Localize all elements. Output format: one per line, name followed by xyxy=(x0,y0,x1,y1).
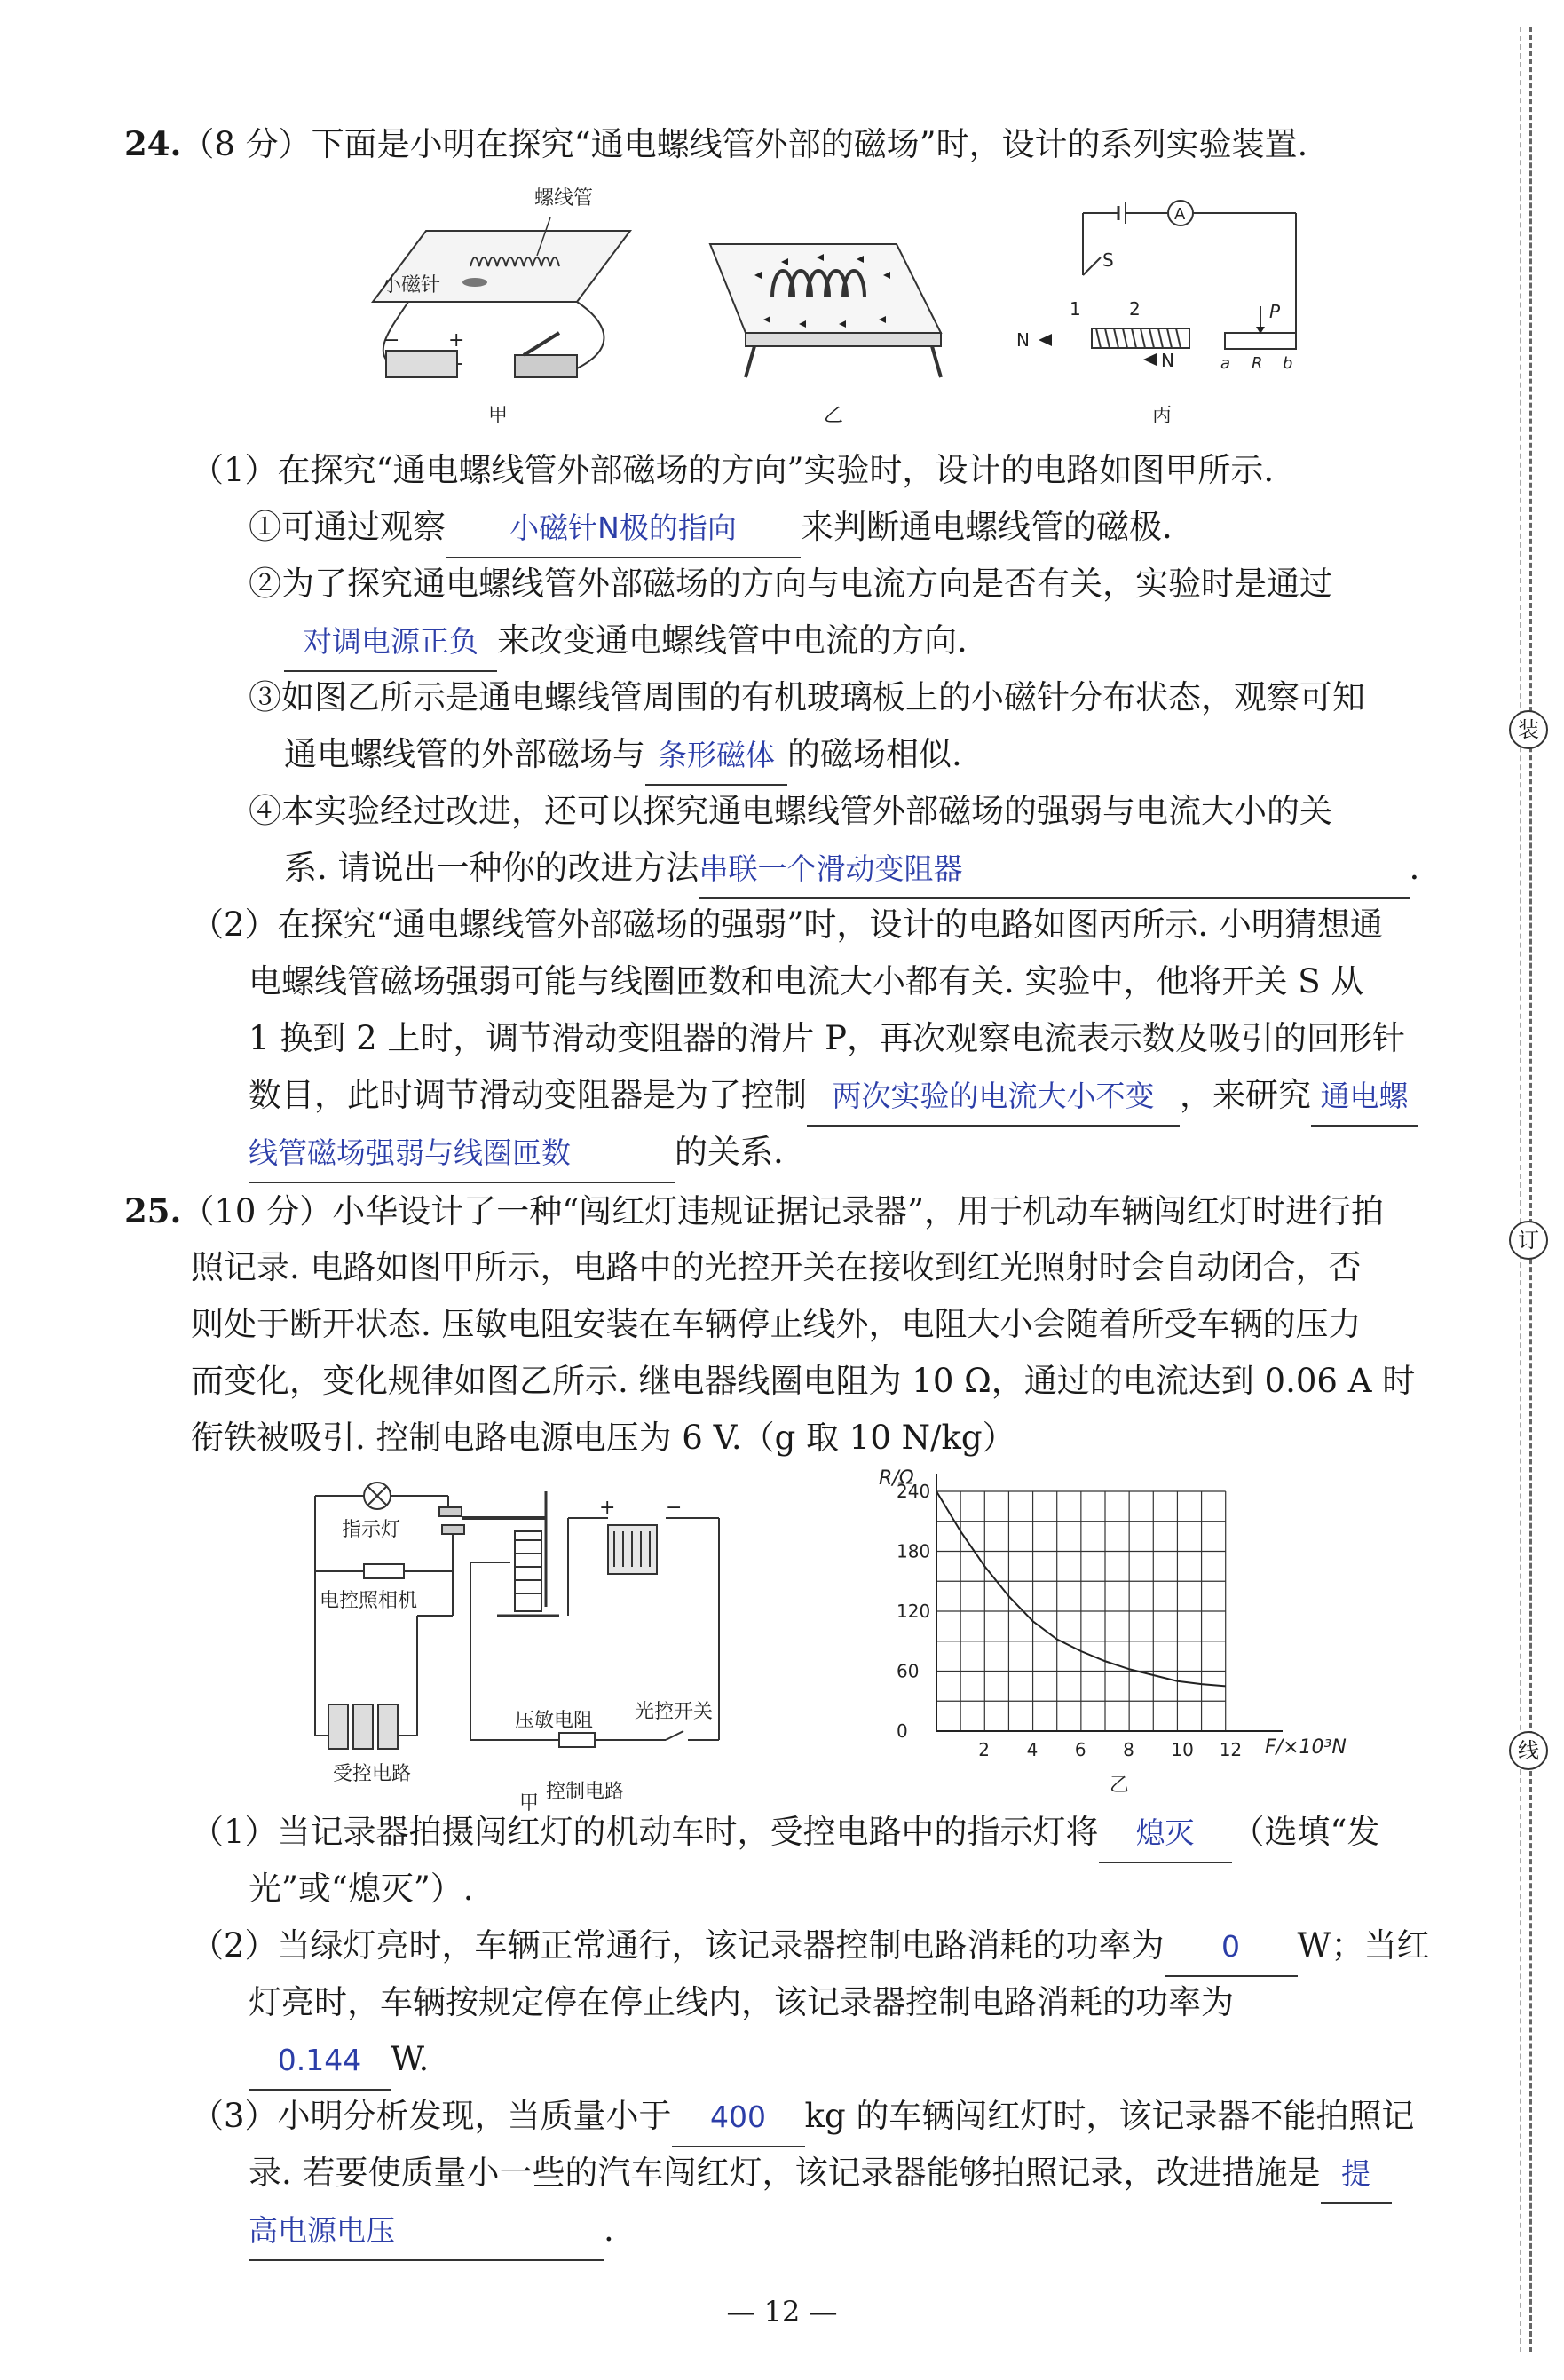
answer-q25-5a: 提 xyxy=(1341,2156,1371,2191)
q24-sub4-line2: 系. 请说出一种你的改进方法串联一个滑动变阻器 . xyxy=(284,840,1419,899)
svg-text:A: A xyxy=(1174,205,1186,224)
binding-mark-3: 线 xyxy=(1509,1731,1548,1770)
q25-line5: 衔铁被吸引. 控制电路电源电压为 6 V.（g 取 10 N/kg） xyxy=(191,1419,1015,1457)
chart-xtick-label: 6 xyxy=(1074,1739,1086,1760)
answer-2: 对调电源正负 xyxy=(303,624,478,659)
chart-ylabel: R/Ω xyxy=(879,1467,914,1490)
caption-circuit-jia: 甲 xyxy=(519,1792,540,1811)
q24-sub2-line1: ②为了探究通电螺线管外部磁场的方向与电流方向是否有关，实验时是通过 xyxy=(249,565,1332,603)
q25-part2-line1: （2）当绿灯亮时，车辆正常通行，该记录器控制电路消耗的功率为 0 W；当红 xyxy=(191,1917,1430,1977)
label-control-circuit: 控制电路 xyxy=(546,1781,625,1803)
figure-bing xyxy=(1016,201,1296,427)
figure-yi xyxy=(710,244,941,427)
q24-sub3-line1: ③如图乙所示是通电螺线管周围的有机玻璃板上的小磁针分布状态，观察可知 xyxy=(249,678,1365,716)
answer-q25-5b: 高电源电压 xyxy=(249,2213,395,2248)
q25-line2: 照记录. 电路如图甲所示，电路中的光控开关在接收到红光照射时会自动闭合，否 xyxy=(191,1248,1362,1286)
answer-1: 小磁针N极的指向 xyxy=(509,510,737,545)
label-pressure-sensor: 压敏电阻 xyxy=(515,1710,594,1732)
caption-jia: 甲 xyxy=(488,405,509,427)
q25-chart xyxy=(852,1465,1385,1811)
q25-part2-line3: 0.144 W. xyxy=(249,2031,429,2091)
chart-grid xyxy=(936,1474,1283,1731)
q24-sub1: ①可通过观察 小磁针N极的指向 来判断通电螺线管的磁极. xyxy=(249,499,1173,558)
chart-xtick-label: 12 xyxy=(1219,1739,1243,1760)
caption-bing: 丙 xyxy=(1152,405,1173,427)
caption-yi: 乙 xyxy=(824,405,844,427)
chart-xlabel: F/×10³N xyxy=(1265,1736,1347,1759)
q24-part2-line3: 1 换到 2 上时，调节滑动变阻器的滑片 P，再次观察电流表示数及吸引的回形针 xyxy=(249,1019,1406,1057)
q25-line4: 而变化，变化规律如图乙所示. 继电器线圈电阻为 10 Ω，通过的电流达到 0.06 A 时 xyxy=(191,1362,1416,1400)
q24-intro: （8 分）下面是小明在探究“通电螺线管外部的磁场”时，设计的系列实验装置. xyxy=(181,125,1308,163)
q24-number: 24. xyxy=(124,124,182,163)
q24-sub4-line1: ④本实验经过改进，还可以探究通电螺线管外部磁场的强弱与电流大小的关 xyxy=(249,792,1332,830)
label-needle: 小磁针 xyxy=(382,274,441,297)
svg-text:N: N xyxy=(1161,350,1174,371)
label-camera: 电控照相机 xyxy=(320,1590,418,1612)
q24-sub2-line2: 对调电源正负 来改变通电螺线管中电流的方向. xyxy=(284,613,968,672)
q25-part1-line2: 光”或“熄灭”）. xyxy=(249,1870,474,1908)
chart-xtick-label: 2 xyxy=(978,1739,991,1760)
svg-text:1: 1 xyxy=(1070,298,1081,320)
q25-circuit-figure xyxy=(293,1474,737,1811)
chart-xtick-label: 4 xyxy=(1026,1739,1039,1760)
svg-text:a: a xyxy=(1220,354,1231,373)
q24-sub3-line2: 通电螺线管的外部磁场与 条形磁体 的磁场相似. xyxy=(284,726,962,786)
svg-text:2: 2 xyxy=(1129,298,1141,320)
svg-text:P: P xyxy=(1269,301,1281,322)
q25-line3: 则处于断开状态. 压敏电阻安装在车辆停止线外，电阻大小会随着所受车辆的压力 xyxy=(191,1305,1362,1343)
q24-part2-line4: 数目，此时调节滑动变阻器是为了控制 两次实验的电流大小不变 ，来研究 通电螺 xyxy=(249,1067,1418,1127)
svg-text:−: − xyxy=(383,329,400,352)
svg-text:R: R xyxy=(1252,354,1263,373)
label-coil: 螺线管 xyxy=(534,187,594,210)
label-lamp: 指示灯 xyxy=(342,1519,401,1541)
answer-6a: 通电螺 xyxy=(1320,1079,1409,1113)
answer-4: 串联一个滑动变阻器 xyxy=(699,851,963,886)
answer-q25-2: 0 xyxy=(1221,1929,1241,1964)
figure-jia xyxy=(373,187,630,427)
q24-part2-line5: 线管磁场强弱与线圈匝数 的关系. xyxy=(249,1124,784,1183)
binding-mark-2: 订 xyxy=(1509,1221,1548,1260)
svg-text:N: N xyxy=(1016,329,1030,351)
q25-part3-line1: （3）小明分析发现，当质量小于 400 kg 的车辆闯红灯时，该记录器不能拍照记 xyxy=(191,2088,1414,2147)
label-controlled-circuit: 受控电路 xyxy=(333,1763,412,1785)
q24-intro-line xyxy=(124,115,1307,173)
svg-text:−: − xyxy=(666,1497,683,1519)
svg-text:b: b xyxy=(1283,354,1293,373)
chart-xtick-label: 8 xyxy=(1123,1739,1134,1760)
answer-q25-4: 400 xyxy=(710,2099,767,2134)
chart-ytick-label: 60 xyxy=(897,1660,920,1682)
q25-number: 25. xyxy=(124,1191,182,1230)
chart-ytick-label: 0 xyxy=(897,1720,908,1742)
q24-part1: （1）在探究“通电螺线管外部磁场的方向”实验时，设计的电路如图甲所示. xyxy=(191,451,1275,489)
q24-part2-line2: 电螺线管磁场强弱可能与线圈匝数和电流大小都有关. 实验中，他将开关 S 从 xyxy=(249,962,1364,1000)
q25-part1-line1: （1）当记录器拍摄闯红灯的机动车时，受控电路中的指示灯将 熄灭 （选填“发 xyxy=(191,1804,1379,1863)
binding-line-inner xyxy=(1520,27,1521,2352)
q25-part3-line2: 录. 若要使质量小一些的汽车闯红灯，该记录器能够拍照记录，改进措施是 提 xyxy=(249,2145,1392,2204)
q24-figures xyxy=(337,178,1331,435)
chart-ytick-label: 120 xyxy=(897,1601,931,1622)
q25-line1: 25.（10 分）小华设计了一种“闯红灯违规证据记录器”，用于机动车辆闯红灯时进行拍 xyxy=(124,1191,1385,1230)
chart-ytick-label: 180 xyxy=(897,1540,931,1562)
answer-q25-1: 熄灭 xyxy=(1135,1815,1195,1850)
svg-text:+: + xyxy=(448,329,465,352)
q25-part2-line2: 灯亮时，车辆按规定停在停止线内，该记录器控制电路消耗的功率为 xyxy=(249,1983,1234,2021)
svg-text:+: + xyxy=(599,1497,616,1519)
binding-line xyxy=(1529,27,1532,2352)
caption-chart-yi: 乙 xyxy=(1110,1775,1130,1797)
svg-text:S: S xyxy=(1102,249,1114,271)
q25-part3-line3: 高电源电压 . xyxy=(249,2202,614,2261)
binding-mark-1: 装 xyxy=(1509,710,1548,749)
page-number: — 12 — xyxy=(726,2295,838,2329)
chart-ticks xyxy=(897,1481,1242,1760)
answer-6b: 线管磁场强弱与线圈匝数 xyxy=(249,1135,571,1170)
q24-part2-line1: （2）在探究“通电螺线管外部磁场的强弱”时，设计的电路如图丙所示. 小明猜想通 xyxy=(191,905,1383,944)
chart-xtick-label: 10 xyxy=(1171,1739,1194,1760)
answer-3: 条形磁体 xyxy=(658,738,775,772)
answer-5: 两次实验的电流大小不变 xyxy=(832,1079,1155,1113)
chart-ytick-label: 240 xyxy=(897,1481,931,1502)
answer-q25-3: 0.144 xyxy=(277,2043,362,2077)
label-light-switch: 光控开关 xyxy=(635,1701,714,1723)
